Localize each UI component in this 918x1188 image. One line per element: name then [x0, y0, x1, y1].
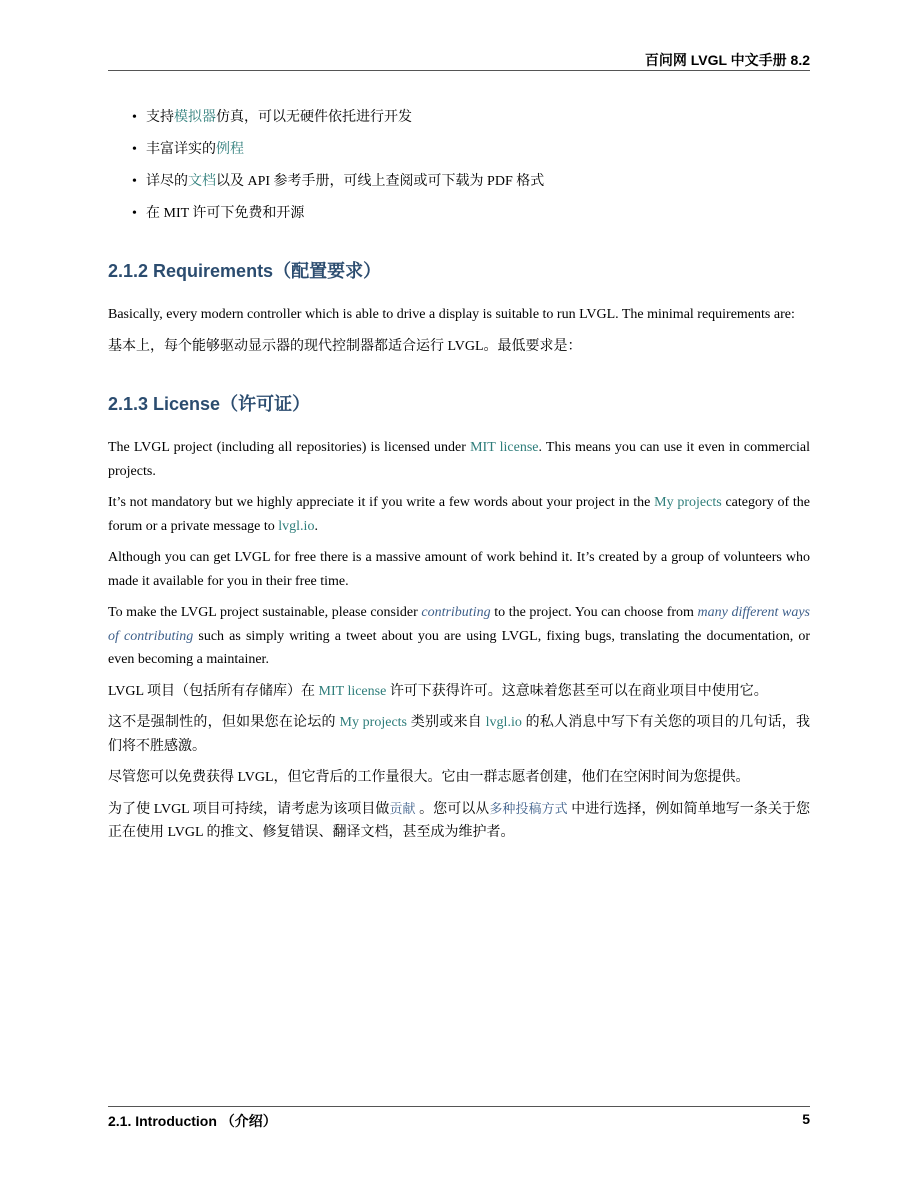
license-paragraph-zh-3: 尽管您可以免费获得 LVGL，但它背后的工作量很大。它由一群志愿者创建，他们在空闲时间为您提供。 — [108, 770, 750, 785]
ways-of-contributing-link[interactable]: many different ways of contributing — [108, 605, 810, 644]
header-rule — [108, 70, 810, 71]
feature-list — [108, 107, 810, 225]
ways-to-contribute-link-zh[interactable]: 多种投稿方式 — [489, 801, 568, 817]
footer-rule — [108, 1106, 810, 1107]
page-number: 5 — [802, 1111, 810, 1127]
requirements-paragraph-en: Basically, every modern controller which is able to drive a display is suitable to run LVGL. The minimal requirements are: — [108, 307, 795, 322]
mit-license-link[interactable]: MIT license — [470, 440, 539, 455]
my-projects-link[interactable]: My projects — [654, 495, 722, 510]
license-paragraph-4: To make the LVGL project sustainable, please consider contributing to the project. You can choose from many different ways of contributing such as simply writing a tweet about you are using LVGL, fixing bugs, translating the documentation, or even becoming a maintainer. — [108, 605, 810, 667]
license-paragraph-2: It’s not mandatory but we highly appreciate it if you write a few words about your project in the My projects category of the forum or a private message to lvgl.io. — [108, 495, 810, 534]
page-content — [108, 107, 810, 845]
docs-link[interactable]: 文档 — [188, 174, 216, 189]
license-heading: 2.1.3 License（许可证） — [108, 394, 311, 414]
requirements-heading: 2.1.2 Requirements（配置要求） — [108, 261, 382, 281]
requirements-paragraph-zh: 基本上，每个能够驱动显示器的现代控制器都适合运行 LVGL。最低要求是： — [108, 338, 582, 354]
mit-license-link-zh[interactable]: MIT license — [318, 683, 387, 699]
running-footer — [108, 1111, 810, 1131]
running-header: 百问网 LVGL 中文手册 8.2 — [644, 52, 810, 68]
footer-section-title: 2.1. Introduction （介绍） — [108, 1113, 277, 1129]
license-paragraph-3: Although you can get LVGL for free there is a massive amount of work behind it. It’s created by a group of volunteers who made it available for you in their free time. — [108, 550, 810, 589]
list-item: • 支持模拟器仿真，可以无硬件依托进行开发 — [108, 107, 810, 129]
license-paragraph-zh-2: 这不是强制性的，但如果您在论坛的 My projects 类别或来自 lvgl.io 的私人消息中写下有关您的项目的几句话，我们将不胜感激。 — [108, 715, 811, 754]
my-projects-link-zh[interactable]: My projects — [339, 715, 408, 730]
list-item: • 丰富详实的例程 — [108, 139, 810, 161]
examples-link[interactable]: 例程 — [216, 142, 244, 157]
license-paragraph-zh-1: LVGL 项目（包括所有存储库）在 MIT license 许可下获得许可。这意味着您甚至可以在商业项目中使用它。 — [108, 683, 768, 699]
lvgl-io-link[interactable]: lvgl.io — [278, 518, 315, 534]
contribute-link-zh[interactable]: 贡献 — [389, 801, 416, 817]
list-item: • 在 MIT 许可下免费和开源 — [108, 203, 810, 225]
license-paragraph-zh-4: 为了使 LVGL 项目可持续，请考虑为该项目做贡献 。您可以从多种投稿方式 中进行选择，例如简单地写一条关于您正在使用 LVGL 的推文、修复错误、翻译文档，甚至成为维护者。 — [108, 801, 810, 840]
contributing-link[interactable]: contributing — [421, 605, 491, 620]
license-paragraph-1: The LVGL project (including all repositories) is licensed under MIT license. This means you can use it even in commercial projects. — [108, 440, 810, 479]
list-item: • 详尽的文档以及 API 参考手册，可线上查阅或可下载为 PDF 格式 — [108, 171, 810, 193]
simulator-link[interactable]: 模拟器 — [174, 110, 216, 125]
lvgl-io-link-zh[interactable]: lvgl.io — [485, 715, 522, 730]
